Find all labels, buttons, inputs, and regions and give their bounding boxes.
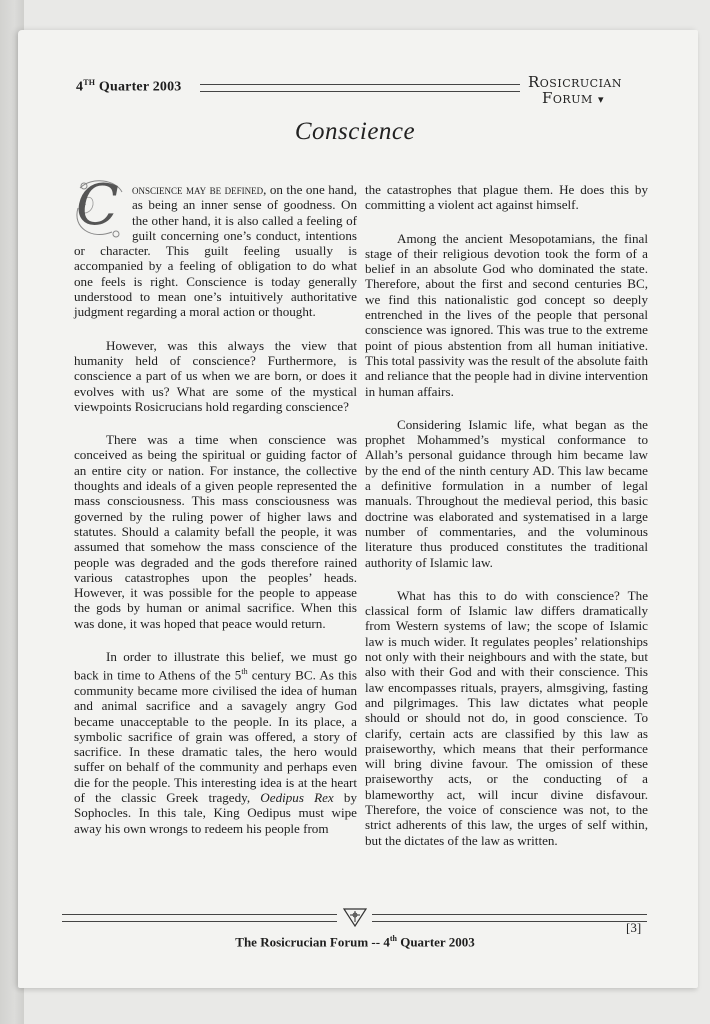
- rose-cross-emblem-icon: [340, 906, 370, 928]
- paragraph: What has this to do with conscience? The classical form of Islamic law differs dramatically from Western systems of law; the scope of Islamic law is much wider. It regulates peoples’ relationships not only with their neighbours and with the state, but also with their God and with their conscience. This law encompasses rituals, prayers, almsgiving, fasting and pilgrimages. This law dictates what people should or should not do, in good conscience. To clarify, certain acts are classified by this law as praiseworthy, which means that their performance will bring divine favour. The omission of these praiseworthy acts, or the conducting of a blameworthy act, will incur divine disfavour. Therefore, the voice of conscience was not, to the strict adherents of this law, the urges of self within, but the dictates of the law as written.: [365, 587, 648, 848]
- paragraph: However, was this always the view that humanity held of conscience? Furthermore, is conscience a part of us when we are born, or does it evolves with us? What are some of the mystical viewpoints Rosicrucians hold regarding conscience?: [74, 337, 357, 414]
- paragraph: Among the ancient Mesopotamians, the final stage of their religious devotion took the form of a belief in an absolute God who dominated the state. Therefore, about the first and second centuries BC, we find this nationalistic god concept so deeply entrenched in the lives of the people that personal conscience was ignored. This was true to the extreme point of pious abstention from all human initiative. This total passivity was the result of the absolute faith and reliance that the people had in divine intervention in human affairs.: [365, 230, 648, 399]
- header-rule: [200, 84, 520, 92]
- footer-rule: [62, 914, 337, 922]
- paragraph: Considering Islamic life, what began as the prophet Mohammed’s mystical conformance to Allah’s personal guidance through him became law by the end of the ninth century AD. This law became a definitive formulation in a number of legal manuals. Throughout the medieval period, this basic doctrine was elaborated and systematised in a large number of commentaries, and the voluminous literature thus produced constitutes the traditional authority of Islamic law.: [365, 416, 648, 570]
- paragraph: the catastrophes that plague them. He does this by committing a violent act against himself.: [365, 182, 648, 213]
- footer-publication-line: The Rosicrucian Forum -- 4th Quarter 2003: [235, 934, 475, 950]
- footer-rule: [372, 914, 647, 922]
- article-title: Conscience: [294, 118, 416, 145]
- rosicrucian-forum-logo: Rosicrucian Forum ▾: [528, 73, 622, 107]
- issue-label: 4TH Quarter 2003: [76, 78, 182, 95]
- left-column: [74, 173, 357, 854]
- rose-cross-icon: ▾: [598, 93, 605, 106]
- paragraph: In order to illustrate this belief, we must go back in time to Athens of the 5th century BC. As this community became more civilised the idea of human and animal sacrifice and a savagely angry God became unacceptable to the people. In its place, a symbolic sacrifice of grain was offered, a story of sacrifice. In these dramatic tales, the hero would suffer on behalf of the community and perhaps even die for the people. This interesting idea is at the heart of the classic Greek tragedy, Oedipus Rex by Sophocles. In this tale, King Oedipus must wipe away his own wrongs to redeem his people from: [74, 649, 357, 836]
- paragraph: C onscience may be defined, on the one hand, as being an inner sense of goodness. On the other hand, it is also called a feeling of guilt concerning one’s conduct, intentions or character. This guilt feeling usually is accompanied by a feeling of obligation to do what one feels is right. Conscience is today generally understood to mean one’s intuitively authoritative judgment regarding a moral action or thought.: [74, 173, 357, 320]
- ornamental-dropcap: C: [72, 178, 128, 238]
- right-column: [365, 182, 648, 866]
- paragraph: There was a time when conscience was conceived as being the spiritual or guiding factor of an entire city or nation. For instance, the collective thoughts and ideals of a given people represented the mass consciousness. This mass consciousness was governed by the ruling power of higher laws and statutes. Should a calamity befall the people, it was assumed that somehow the mass conscience of the people was degraded and the gods therefore rained various catastrophes upon the peoples’ heads. However, it was possible for the people to appease the gods by human or animal sacrifice. When this was done, it was hoped that peace would return.: [74, 432, 357, 631]
- page-number: [3]: [626, 920, 642, 935]
